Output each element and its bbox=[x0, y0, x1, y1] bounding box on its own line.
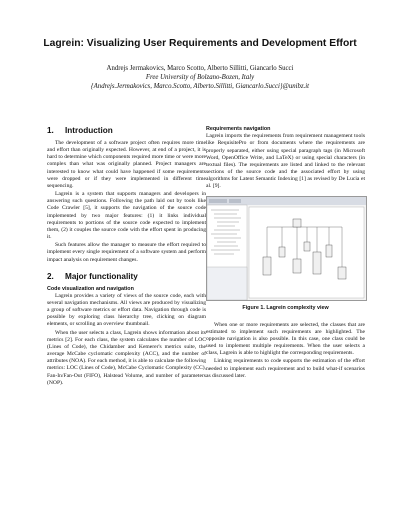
section-heading-introduction: 1. Introduction bbox=[47, 126, 113, 135]
subsection-heading-requirements-navigation: Requirements navigation bbox=[206, 126, 271, 132]
author-block bbox=[0, 64, 400, 91]
author-emails: {Andrejs.Jermakovics, Marco.Scotto, Alberto.Sillitti, Giancarlo.Succi}@unibz.it bbox=[90, 83, 310, 90]
section-heading-functionality: 2. Major functionality bbox=[47, 271, 138, 281]
left-column bbox=[47, 126, 206, 388]
intro-paragraph: Such features allow the manager to measure the effort required to implement every single requirement of a software system and perform impact analysis on requirement changes. bbox=[47, 242, 206, 263]
figure-caption: Figure 1. Lagrein complexity view bbox=[242, 305, 329, 312]
complexity-view-screenshot bbox=[206, 196, 367, 301]
subsection-heading-code-visualization: Code visualization and navigation bbox=[47, 285, 134, 292]
affiliation: Free University of Bolzano-Bozen, Italy bbox=[145, 74, 255, 81]
intro-paragraph: Lagrein is a system that supports managers and developers in answering such questions. Following the path laid out by tools like Code Crawler [5], it supports the navigation of the source code implemented by two major features: (1) it links individual requirements to portions of the source code expected to implement them, (2) it couples the source code with the effort spent in producing it. bbox=[47, 191, 206, 241]
requirements-paragraph: When one or more requirements are selected, the classes that are estimated to implement such requirements are highlighted. The opposite navigation is also possible. In this case, one class could be used to implement multiple requirements. When the user selects a class, Lagrein is able to highlight the corresponding requirements. bbox=[206, 321, 365, 357]
requirements-paragraph: Linking requirements to code supports the estimation of the effort needed to implement each requirement and to build what-if scenarios as discussed later. bbox=[206, 358, 365, 379]
paper-title: Lagrein: Visualizing User Requirements and Development Effort bbox=[43, 38, 357, 49]
functionality-paragraph: When the user selects a class, Lagrein shows information about its metrics [2]. For each class, the system calculates the number of LOC (Lines of Code), the Chidamber and Kemerer's metrics suite, the average McCabe cyclomatic complexity (ACC), and the number of attributes (NOA). For each method, it is able to calculate the following metrics: LOC (Lines of Code), McCabe Cyclomatic Complexity (CC), Fan-In/Fan-Out (FIFO), Halstead Volume, and number of parameters (NOP). bbox=[47, 329, 206, 386]
author-names: Andrejs Jermakovics, Marco Scotto, Alberto Sillitti, Giancarlo Succi bbox=[106, 65, 294, 72]
complexity-view-image bbox=[207, 197, 366, 300]
intro-paragraph: The development of a software project often requires more time and effort than originally expected. However, at end of a project, it is hard to determine which components required more time or were more complex than what was originally planned. Project managers are interested to know what could have happened if some requirements were dropped or if they were implemented in different time sequencing. bbox=[47, 140, 206, 189]
right-column bbox=[206, 126, 365, 381]
functionality-paragraph: Lagrein provides a variety of views of the source code, each with several navigation mechanisms. All views are produced by visualizing a group of software metrics or effort data. Navigation through code is possible by exploring class hierarchy tree, clicking on diagram elements, or scrolling an overview thumbnail. bbox=[47, 292, 206, 328]
requirements-paragraph: Lagrein imports the requirements from requirement management tools like RequisitePro or from documents where the requirements are properly separated, either using special paragraph tags (in Microsoft Word, OpenOffice Write, and LaTeX) or using special characters (in textual files). The requirements are listed and linked to the relevant sections of the source code and the associated effort by using algorithms for Latent Semantic Indexing [1] as revised by De Lucia et al. [9]. bbox=[206, 133, 365, 190]
